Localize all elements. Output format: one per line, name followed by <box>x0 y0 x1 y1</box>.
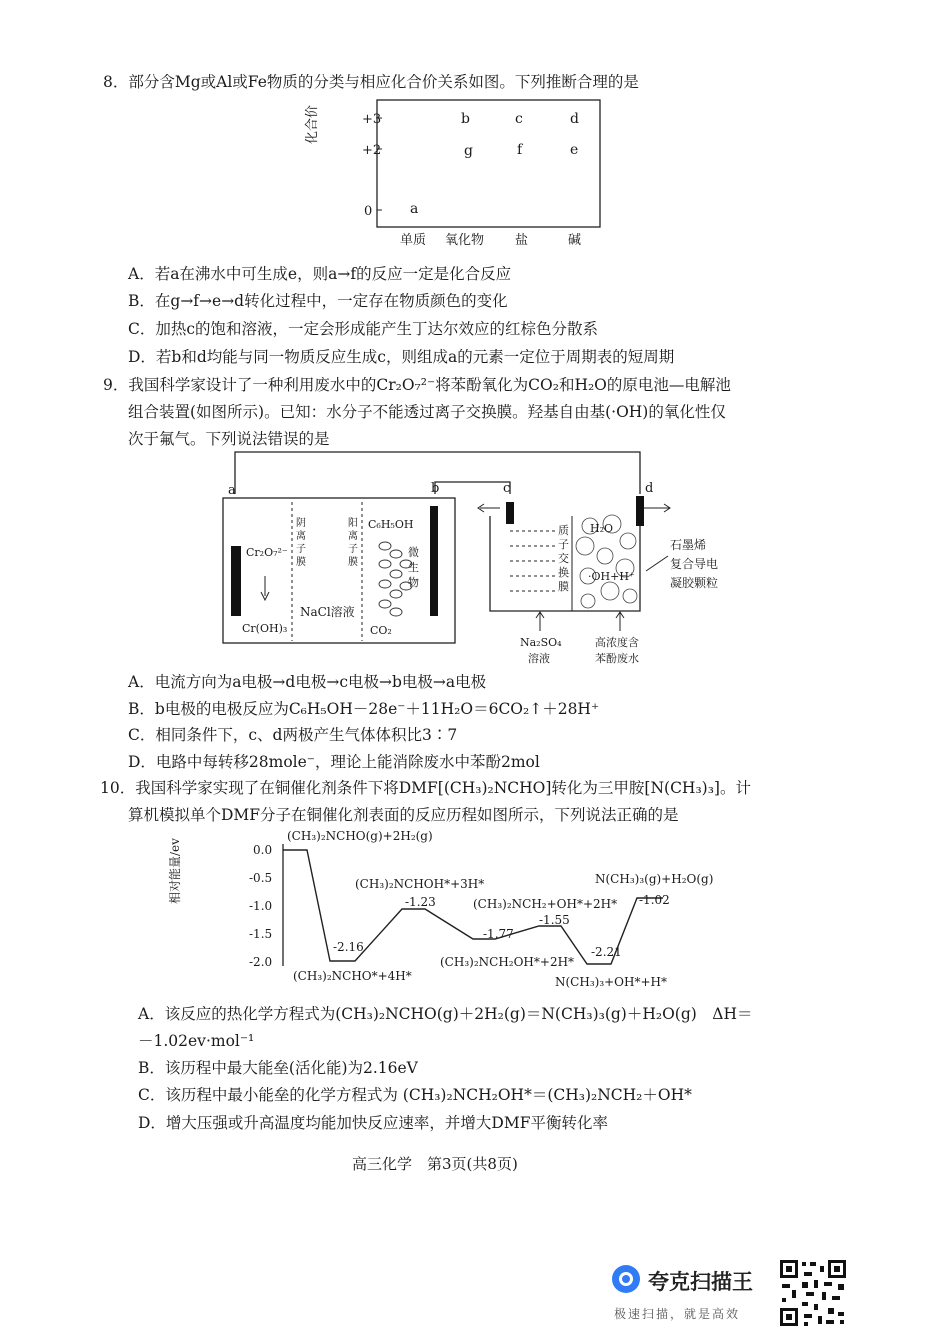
h2o-label: H₂O <box>590 522 614 535</box>
q10-option-b: B．该历程中最大能垒(活化能)为2.16eV <box>138 1059 418 1077</box>
svg-text:子: 子 <box>296 544 306 555</box>
graphene-label-2: 复合导电 <box>670 557 719 571</box>
electrode-c <box>506 502 514 524</box>
electrode-b <box>430 506 438 616</box>
point-e: e <box>570 142 579 158</box>
graphene-label-1: 石墨烯 <box>670 538 707 552</box>
xtick-oxide: 氧化物 <box>445 233 485 248</box>
microbe-label-1: 微 <box>408 546 419 559</box>
co2-label: CO₂ <box>370 624 392 637</box>
q9-stem-line1: 9．我国科学家设计了一种利用废水中的Cr₂O₇²⁻将苯酚氧化为CO₂和H₂O的原电池—电解池 <box>103 376 731 394</box>
q8-valence-graph <box>305 98 620 250</box>
q10-option-c: C．该历程中最小能垒的化学方程式为 (CH₃)₂NCH₂OH*＝(CH₃)₂NCH₂＋OH* <box>138 1086 692 1104</box>
ytick-m10: -1.0 <box>249 899 273 913</box>
q10-option-d: D．增大压强或升高温度均能加快反应速率，并增大DMF平衡转化率 <box>138 1114 608 1132</box>
point-d: d <box>570 111 579 127</box>
svg-text:苯酚废水: 苯酚废水 <box>595 652 639 665</box>
q8-option-d: D．若b和d均能与同一物质反应生成c，则组成a的元素一定位于周期表的短周期 <box>128 348 675 366</box>
oh-h-label: ·OH+H⁺ <box>588 570 635 583</box>
pem-label: 质 <box>558 524 569 537</box>
level-1: -2.16 <box>333 940 364 954</box>
brand-slogan: 极速扫描，就是高效 <box>614 1307 741 1321</box>
electrode-a-label: a <box>228 483 236 498</box>
cation-membrane-label: 阳 <box>348 518 358 529</box>
electrode-c-label: c <box>503 481 511 496</box>
wire-b-c <box>435 482 510 494</box>
level-2: -1.23 <box>405 895 436 909</box>
svg-text:交: 交 <box>558 552 569 565</box>
nacl-label: NaCl溶液 <box>300 605 355 619</box>
croh3-label: Cr(OH)₃ <box>242 622 288 635</box>
q10-energy-diagram <box>168 826 745 996</box>
ytick-p3: +3 <box>362 112 382 127</box>
graph-ylabel: 化合价 <box>305 104 320 144</box>
point-a: a <box>410 201 419 217</box>
q9-stem-line3: 次于氟气。下列说法错误的是 <box>128 430 330 448</box>
cr2o7-label: Cr₂O₇²⁻ <box>246 546 288 559</box>
q9-option-b: B．b电极的电极反应为C₆H₅OH－28e⁻＋11H₂O＝6CO₂↑＋28H⁺ <box>128 700 600 718</box>
level-3: -1.77 <box>483 927 514 941</box>
q8-option-a: A．若a在沸水中可生成e，则a→f的反应一定是化合反应 <box>128 265 512 283</box>
ytick-m05: -0.5 <box>249 871 273 885</box>
svg-text:换: 换 <box>558 566 569 579</box>
svg-text:膜: 膜 <box>558 580 569 593</box>
species-4: (CH₃)₂NCHO*+4H* <box>293 969 412 983</box>
svg-text:离: 离 <box>348 531 358 542</box>
na2so4-label: Na₂SO₄ <box>520 636 562 649</box>
xtick-salt: 盐 <box>515 233 529 248</box>
xtick-elem: 单质 <box>400 233 427 248</box>
svg-text:子: 子 <box>558 538 569 551</box>
q9-option-a: A．电流方向为a电极→d电极→c电极→b电极→a电极 <box>128 673 487 691</box>
point-c: c <box>515 111 523 127</box>
svg-text:子: 子 <box>348 544 358 555</box>
species-6: N(CH₃)₃+OH*+H* <box>555 975 668 989</box>
species-5: (CH₃)₂NCH₂OH*+2H* <box>440 955 575 969</box>
q10-stem-line1: 10．我国科学家实现了在铜催化剂条件下将DMF[(CH₃)₂NCHO]转化为三甲胺[N(CH₃)₃]。计 <box>100 779 751 797</box>
ytick-p2: +2 <box>362 143 382 158</box>
q10-stem-line2: 算机模拟单个DMF分子在铜催化剂表面的反应历程如图所示，下列说法正确的是 <box>128 806 679 824</box>
anion-membrane-label: 阴 <box>296 518 306 529</box>
level-4: -1.55 <box>539 913 570 927</box>
q10-option-a-line1: A．该反应的热化学方程式为(CH₃)₂NCHO(g)＋2H₂(g)＝N(CH₃)₃(g)＋H₂O(g) ΔH＝ <box>138 1005 753 1023</box>
q8-option-b: B．在g→f→e→d转化过程中，一定存在物质颜色的变化 <box>128 292 508 310</box>
q9-stem-line2: 组合装置(如图所示)。已知：水分子不能透过离子交换膜。羟基自由基(·OH)的氧化性仅 <box>128 403 726 421</box>
page-footer: 高三化学 第3页(共8页) <box>352 1155 518 1173</box>
wastewater-label: 高浓度含 <box>595 636 639 649</box>
level-6: -1.02 <box>639 893 670 907</box>
electrode-d <box>636 496 644 526</box>
energy-ylabel: 相对能量/ev <box>168 838 182 904</box>
svg-text:离: 离 <box>296 531 306 542</box>
electrode-b-label: b <box>431 481 440 496</box>
species-0: (CH₃)₂NCHO(g)+2H₂(g) <box>287 829 433 843</box>
proton-side-lines <box>510 531 555 591</box>
species-2: (CH₃)₂NCH₂+OH*+2H* <box>473 897 618 911</box>
ytick-m20: -2.0 <box>249 955 273 969</box>
svg-text:膜: 膜 <box>296 557 306 568</box>
qr-code-icon <box>778 1258 848 1328</box>
xtick-base: 碱 <box>568 233 582 248</box>
graphene-pointer <box>646 556 668 571</box>
level-5: -2.21 <box>591 945 622 959</box>
svg-text:膜: 膜 <box>348 557 358 568</box>
brand-name: 夸克扫描王 <box>648 1270 753 1294</box>
species-1: (CH₃)₂NCHOH*+3H* <box>355 877 485 891</box>
electrode-a <box>231 546 241 616</box>
brand-logo-icon <box>612 1265 640 1293</box>
point-f: f <box>517 142 523 158</box>
ytick-0: 0 <box>364 204 373 219</box>
q8-stem: 8．部分含Mg或Al或Fe物质的分类与相应化合价关系如图。下列推断合理的是 <box>103 73 639 91</box>
point-b: b <box>461 111 470 127</box>
electrode-d-label: d <box>645 481 654 496</box>
q9-device-diagram <box>220 446 780 671</box>
q8-option-c: C．加热c的饱和溶液，一定会形成能产生丁达尔效应的红棕色分散系 <box>128 320 599 338</box>
q9-option-d: D．电路中每转移28mole⁻，理论上能消除废水中苯酚2mol <box>128 753 540 771</box>
q10-option-a-line2: －1.02ev·mol⁻¹ <box>138 1032 255 1050</box>
point-g: g <box>464 143 473 159</box>
graphene-label-3: 凝胶颗粒 <box>670 576 719 590</box>
phenol-label: C₆H₅OH <box>368 518 414 531</box>
ytick-m15: -1.5 <box>249 927 273 941</box>
svg-text:物: 物 <box>408 576 419 589</box>
ytick-0: 0.0 <box>253 843 273 857</box>
species-3: N(CH₃)₃(g)+H₂O(g) <box>595 872 714 886</box>
svg-text:溶液: 溶液 <box>528 652 550 665</box>
q9-option-c: C．相同条件下，c、d两极产生气体体积比3∶7 <box>128 726 458 744</box>
svg-text:生: 生 <box>408 561 419 574</box>
